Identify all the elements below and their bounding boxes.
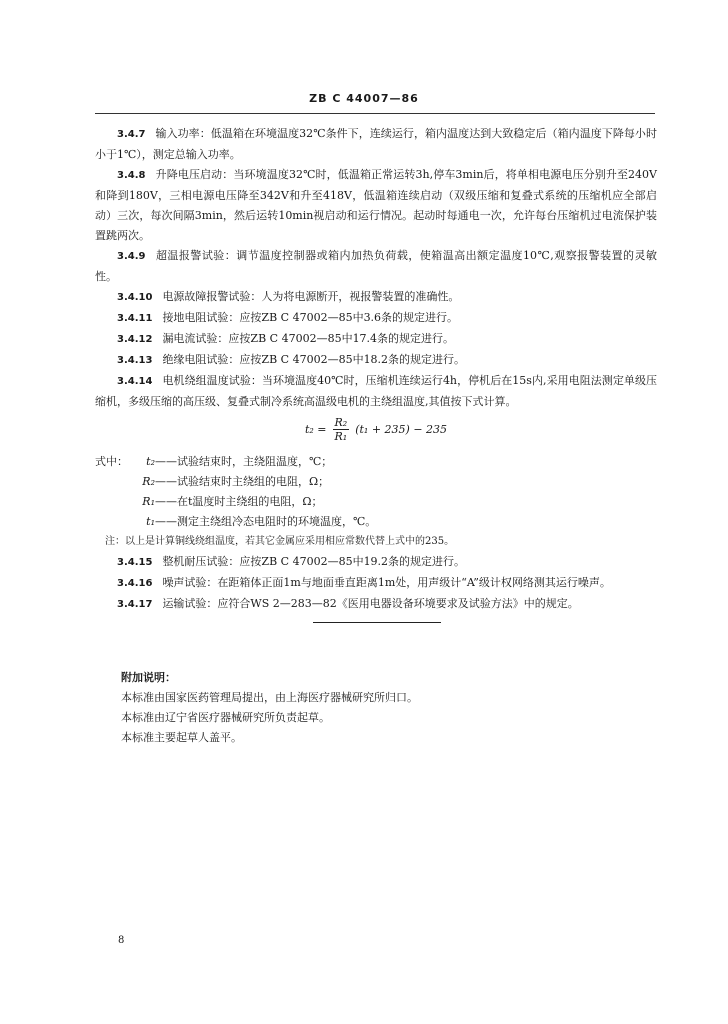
formula-definitions <box>95 452 657 532</box>
definition-row <box>95 452 657 472</box>
clause <box>95 308 657 329</box>
clause-text: 噪声试验：在距箱体正面1m与地面垂直距离1m处，用声级计“A”级计权网络测其运行噪声。 <box>162 576 611 589</box>
definitions-lead: 式中： <box>95 455 128 468</box>
appendix-line: 本标准主要起草人盖平。 <box>121 731 242 744</box>
clause-number: 3.4.17 <box>117 599 153 610</box>
definition-symbol: R₂ <box>142 475 155 488</box>
definition-text: ——试验结束时，主绕阻温度，℃； <box>155 455 333 468</box>
clause-text: 电机绕组温度试验：当环境温度40℃时，压缩机连续运行4h，停机后在15s内,采用电阻法测定单级压缩机，多级压缩的高压级、复叠式制冷系统高温级电机的主绕组温度,其值按下式计算。 <box>95 374 657 408</box>
clause-number: 3.4.10 <box>117 292 153 303</box>
formula-numerator: R₂ <box>334 416 348 429</box>
clause <box>95 552 657 573</box>
formula-denominator: R₁ <box>334 430 348 443</box>
clause-text: 输入功率：低温箱在环境温度32℃条件下，连续运行，箱内温度达到大致稳定后（箱内温度下降每小时小于1℃），测定总输入功率。 <box>95 127 657 161</box>
clause-number: 3.4.8 <box>117 170 146 181</box>
clause <box>95 573 657 594</box>
clause <box>95 371 657 412</box>
clause-text: 漏电流试验：应按ZB C 47002—85中17.4条的规定进行。 <box>162 332 455 345</box>
definition-text: ——试验结束时主绕组的电阻，Ω； <box>155 475 330 488</box>
clause-text: 接地电阻试验：应按ZB C 47002—85中3.6条的规定进行。 <box>162 311 459 324</box>
clause-text: 绝缘电阻试验：应按ZB C 47002—85中18.2条的规定进行。 <box>162 353 466 366</box>
clause-number: 3.4.14 <box>117 376 153 387</box>
appendix-title: 附加说明： <box>121 671 176 684</box>
clause-text: 电源故障报警试验：人为将电源断开，视报警装置的准确性。 <box>162 290 460 303</box>
definition-row <box>95 512 657 532</box>
page-number: 8 <box>118 935 125 946</box>
section-divider <box>313 622 441 623</box>
formula-note: 注：以上是计算铜线绕组温度，若其它金属应采用相应常数代替上式中的235。 <box>105 536 455 547</box>
clause-text: 超温报警试验：调节温度控制器或箱内加热负荷载，使箱温高出额定温度10℃,观察报警装置的灵敏性。 <box>95 249 657 283</box>
clause-text: 运输试验：应符合WS 2—283—82《医用电器设备环境要求及试验方法》中的规定。 <box>162 597 579 610</box>
definition-text: ——测定主绕组冷态电阻时的环境温度，℃。 <box>155 515 377 528</box>
clause-number: 3.4.11 <box>117 313 153 324</box>
definition-symbol: R₁ <box>142 495 155 508</box>
clause <box>95 350 657 371</box>
clause-number: 3.4.16 <box>117 578 153 589</box>
clause-number: 3.4.13 <box>117 355 153 366</box>
header-rule <box>95 113 655 114</box>
formula-fraction <box>333 416 350 443</box>
clause <box>95 124 657 165</box>
clause-number: 3.4.7 <box>117 129 146 140</box>
appendix <box>121 668 418 748</box>
appendix-line: 本标准由辽宁省医疗器械研究所负责起草。 <box>121 711 330 724</box>
formula-lhs: t₂ = <box>304 422 327 436</box>
definition-symbol: t₂ <box>146 455 155 468</box>
clause <box>95 165 657 246</box>
definition-symbol: t₁ <box>146 515 155 528</box>
clause-number: 3.4.15 <box>117 557 153 568</box>
standard-code-header: ZB C 44007—86 <box>309 92 419 105</box>
clause <box>95 287 657 308</box>
definition-text: ——在t温度时主绕组的电阻，Ω； <box>155 495 323 508</box>
appendix-line: 本标准由国家医药管理局提出，由上海医疗器械研究所归口。 <box>121 691 418 704</box>
formula-rest: (t₁ + 235) − 235 <box>355 422 448 436</box>
document-body <box>95 124 657 615</box>
definition-row <box>95 472 657 492</box>
clause-text: 整机耐压试验：应按ZB C 47002—85中19.2条的规定进行。 <box>162 555 466 568</box>
clause-number: 3.4.9 <box>117 251 146 262</box>
definition-row <box>95 492 657 512</box>
clause <box>95 329 657 350</box>
clause <box>95 246 657 287</box>
winding-temperature-formula <box>95 416 657 446</box>
clause <box>95 594 657 615</box>
clause-text: 升降电压启动：当环境温度32℃时，低温箱正常运转3h,停车3min后，将单相电源电压分别升至240V和降到180V，三相电源电压降至342V和升至418V，低温箱连续启动（双级压缩和复叠式系统的压缩机应全部启动）三次，每次间隔3min，然后运转10min视启动和运行情况。起动时每通电一次，允许每台压缩机过电流保护装置跳两次。 <box>95 168 657 242</box>
clause-number: 3.4.12 <box>117 334 153 345</box>
